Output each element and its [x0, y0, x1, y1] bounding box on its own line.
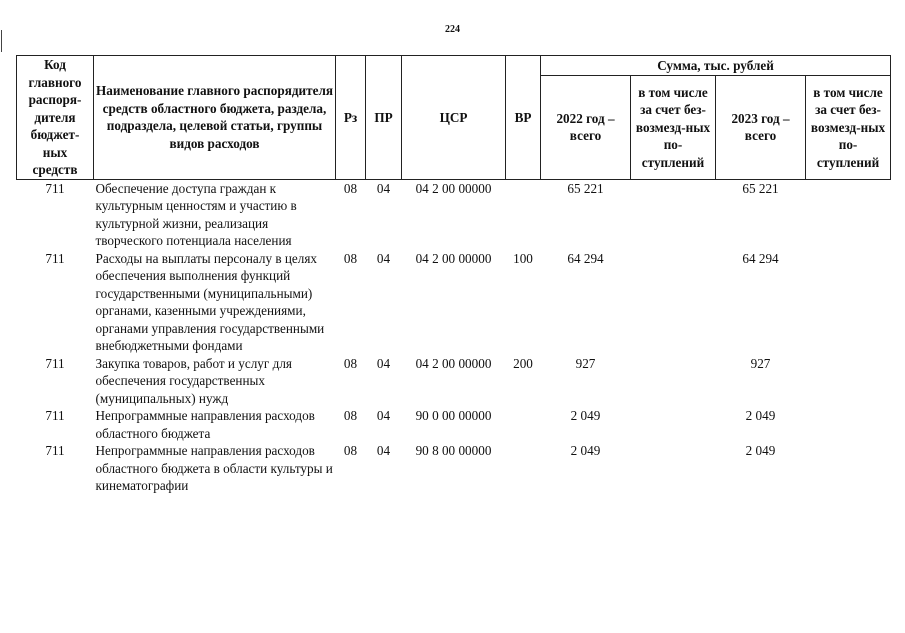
header-2022-free: в том числе за счет без-возмезд-ных по-ступлений: [631, 76, 716, 180]
cell-2022-total: 2 049: [570, 443, 601, 458]
cell-2023-total: 2 049: [745, 408, 776, 423]
cell-csr: 04 2 00 00000: [415, 250, 492, 266]
cell-rz: 08: [343, 180, 358, 196]
cell-pr: 04: [376, 443, 391, 458]
cell-csr: 90 0 00 00000: [415, 408, 492, 423]
cell-code: 711: [45, 408, 65, 423]
cell-2022-total: 64 294: [567, 250, 604, 266]
cell-2023-total: 927: [750, 355, 771, 371]
cell-rz: 08: [343, 443, 358, 458]
cell-name: Обеспечение доступа граждан к культурным ценностям и участию в культурной жизни, реализация творческого потенциала населения: [95, 180, 297, 248]
cell-name: Расходы на выплаты персоналу в целях обеспечения выполнения функций государственными (муниципальными) органами, казенными учреждениями, органами управления государственными внебюджетными фондами: [95, 250, 325, 353]
header-pr: ПР: [366, 56, 402, 180]
cell-code: 711: [45, 250, 65, 266]
header-code: Код главного распоря-дителя бюджет-ных средств: [17, 56, 94, 180]
header-2022-total: 2022 год – всего: [541, 76, 631, 180]
cell-pr: 04: [376, 355, 391, 371]
cell-vr: [506, 442, 541, 495]
cell-2022-total: 65 221: [567, 180, 604, 196]
cell-2023-total: 65 221: [742, 180, 779, 196]
header-2023-free: в том числе за счет без-возмезд-ных по-ступлений: [806, 76, 891, 180]
table-row: [17, 250, 891, 355]
table-row: [17, 407, 891, 442]
cell-2023-total: 64 294: [742, 250, 779, 266]
cell-pr: 04: [376, 250, 391, 266]
cell-2022-free: [631, 442, 716, 495]
header-vr: ВР: [506, 56, 541, 180]
cell-2023-free: [806, 407, 891, 442]
cell-code: 711: [45, 180, 65, 196]
cell-2023-free: [806, 355, 891, 408]
header-rz: Рз: [336, 56, 366, 180]
cell-2022-free: [631, 250, 716, 355]
cell-rz: 08: [343, 355, 358, 371]
cell-rz: 08: [343, 408, 358, 423]
scan-edge-line: [1, 30, 2, 52]
cell-2023-free: [806, 442, 891, 495]
header-sum: Сумма, тыс. рублей: [541, 56, 891, 76]
header-2023-total: 2023 год – всего: [716, 76, 806, 180]
cell-vr: [506, 179, 541, 250]
cell-rz: 08: [343, 250, 358, 266]
cell-name: Закупка товаров, работ и услуг для обеспечения государственных (муниципальных) нужд: [95, 355, 292, 406]
cell-2023-free: [806, 179, 891, 250]
table-header: [17, 56, 891, 180]
cell-csr: 04 2 00 00000: [415, 180, 492, 196]
cell-code: 711: [45, 443, 65, 458]
header-csr: ЦСР: [402, 56, 506, 180]
cell-pr: 04: [376, 408, 391, 423]
cell-2022-total: 927: [575, 355, 596, 371]
cell-2022-free: [631, 179, 716, 250]
cell-csr: 04 2 00 00000: [415, 355, 492, 371]
table-row: [17, 179, 891, 250]
header-name: Наименование главного распорядителя средств областного бюджета, раздела, подраздела, целевой статьи, группы видов расходов: [94, 56, 336, 180]
cell-2023-total: 2 049: [745, 443, 776, 458]
cell-name: Непрограммные направления расходов областного бюджета в области культуры и кинематографии: [95, 443, 333, 493]
cell-name: Непрограммные направления расходов областного бюджета: [95, 408, 315, 441]
cell-code: 711: [45, 355, 65, 371]
header-row-top: [17, 56, 891, 76]
table-body: [17, 179, 891, 495]
cell-vr: [506, 407, 541, 442]
cell-pr: 04: [376, 180, 391, 196]
cell-vr: 100: [513, 250, 533, 266]
table-row: [17, 355, 891, 408]
cell-vr: 200: [513, 355, 533, 371]
cell-2022-free: [631, 355, 716, 408]
page-number: 224: [445, 24, 460, 35]
cell-2023-free: [806, 250, 891, 355]
cell-2022-total: 2 049: [570, 408, 601, 423]
table-row: [17, 442, 891, 495]
cell-csr: 90 8 00 00000: [415, 443, 492, 458]
cell-2022-free: [631, 407, 716, 442]
budget-table: [16, 55, 891, 495]
